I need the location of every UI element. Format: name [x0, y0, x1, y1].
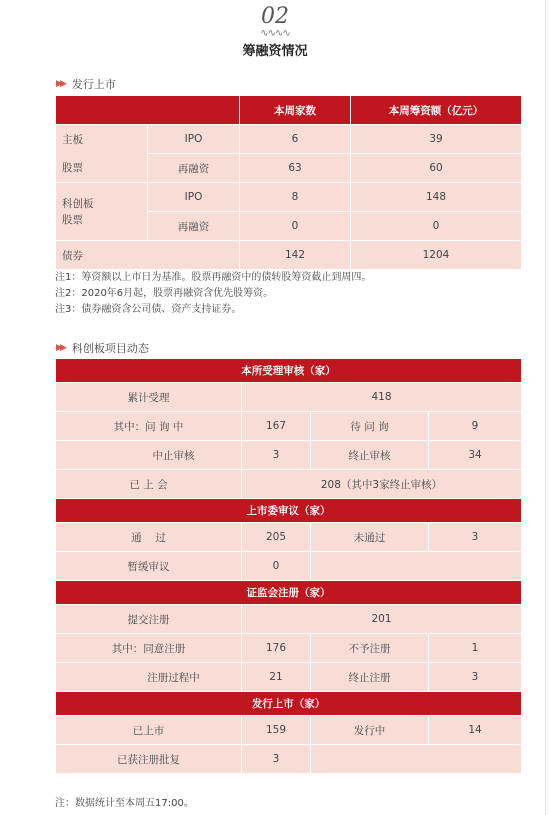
table-row	[56, 125, 521, 153]
table-row	[56, 470, 521, 498]
cell-count: 63	[240, 154, 350, 182]
table-row	[56, 605, 521, 633]
notes-block	[55, 270, 371, 318]
cell-amount: 60	[351, 154, 521, 182]
empty-cell	[311, 552, 521, 580]
row-value: 3	[429, 663, 521, 691]
table-row	[56, 745, 521, 773]
row-label: 发行中	[311, 716, 428, 744]
row-label: 不予注册	[311, 634, 428, 662]
row-label: 终止注册	[311, 663, 428, 691]
table-row	[56, 241, 521, 269]
table-row	[56, 634, 521, 662]
table-row	[56, 552, 521, 580]
row-value: 3	[242, 745, 310, 773]
header-blank	[56, 96, 239, 124]
row-value: 205	[242, 523, 310, 551]
row-label: 累计受理	[56, 383, 241, 411]
table-row	[56, 663, 521, 691]
row-label: IPO	[148, 125, 239, 153]
table-row	[56, 716, 521, 744]
double-arrow-icon: ▶▶	[56, 79, 64, 89]
row-label: 注册过程中	[56, 663, 241, 691]
double-arrow-icon: ▶▶	[56, 343, 64, 353]
table-row	[56, 412, 521, 440]
registration-header: 证监会注册（家）	[56, 581, 521, 604]
row-value: 208（其中3家终止审核）	[242, 470, 521, 498]
star-board-label	[56, 183, 147, 240]
star-projects-table	[55, 358, 522, 774]
section-title-label: 科创板项目动态	[71, 342, 149, 355]
row-label: 通 过	[56, 523, 241, 551]
cell-amount: 1204	[351, 241, 521, 269]
row-label: 未通过	[311, 523, 428, 551]
row-label: 已获注册批复	[56, 745, 241, 773]
page-title: 筹融资情况	[242, 44, 308, 59]
table-header-row	[56, 96, 521, 124]
row-label: 待 问 询	[311, 412, 428, 440]
table-row	[56, 523, 521, 551]
note-line: 注3：债券融资含公司债、资产支持证券。	[55, 304, 242, 315]
table-row	[56, 183, 521, 211]
row-value: 201	[242, 605, 521, 633]
row-value: 167	[242, 412, 310, 440]
row-value: 34	[429, 441, 521, 469]
row-value: 3	[242, 441, 310, 469]
section-title-star-projects	[56, 340, 149, 356]
review-header: 本所受理审核（家）	[56, 359, 521, 382]
row-value: 14	[429, 716, 521, 744]
main-board-label-line2: 股票	[62, 161, 83, 174]
row-label: 中止审核	[56, 441, 241, 469]
row-label: 其中：问 询 中	[56, 412, 241, 440]
row-value: 1	[429, 634, 521, 662]
note-line: 注1：筹资额以上市日为基准。股票再融资中的债转股筹资截止到周四。	[55, 272, 372, 283]
row-label: 已 上 会	[56, 470, 241, 498]
row-value: 21	[242, 663, 310, 691]
row-label: 其中：同意注册	[56, 634, 241, 662]
row-value: 0	[242, 552, 310, 580]
listing-table	[55, 95, 522, 270]
section-number: 02	[261, 4, 289, 29]
cell-count: 142	[240, 241, 350, 269]
wave-ornament-icon: ∿∿∿∿	[260, 28, 290, 39]
page-border	[545, 0, 546, 815]
cell-count: 0	[240, 212, 350, 240]
star-board-label-line1: 科创板	[62, 197, 94, 210]
col-header-amount: 本周筹资额（亿元）	[351, 96, 521, 124]
row-label: 提交注册	[56, 605, 241, 633]
committee-header: 上市委审议（家）	[56, 499, 521, 522]
col-header-count: 本周家数	[240, 96, 350, 124]
main-board-label	[56, 125, 147, 182]
cell-amount: 0	[351, 212, 521, 240]
table-row	[56, 383, 521, 411]
row-value: 176	[242, 634, 310, 662]
cell-amount: 148	[351, 183, 521, 211]
row-value: 159	[242, 716, 310, 744]
row-label: IPO	[148, 183, 239, 211]
cell-count: 6	[240, 125, 350, 153]
row-label: 再融资	[148, 212, 239, 240]
table-row	[56, 441, 521, 469]
row-value: 9	[429, 412, 521, 440]
row-label: 再融资	[148, 154, 239, 182]
cell-count: 8	[240, 183, 350, 211]
section-title-label: 发行上市	[71, 78, 116, 91]
row-label: 已上市	[56, 716, 241, 744]
main-board-label-line1: 主板	[62, 133, 83, 146]
row-label: 暂缓审议	[56, 552, 241, 580]
bonds-label: 债券	[56, 241, 239, 269]
footnote: 注：数据统计至本周五17:00。	[55, 798, 194, 809]
row-value: 418	[242, 383, 521, 411]
row-value: 3	[429, 523, 521, 551]
section-title-listing	[56, 76, 116, 92]
cell-amount: 39	[351, 125, 521, 153]
listing-header: 发行上市（家）	[56, 692, 521, 715]
row-label: 终止审核	[311, 441, 428, 469]
star-board-label-line2: 股票	[62, 213, 83, 226]
note-line: 注2：2020年6月起，股票再融资含优先股筹资。	[55, 288, 274, 299]
empty-cell	[311, 745, 521, 773]
